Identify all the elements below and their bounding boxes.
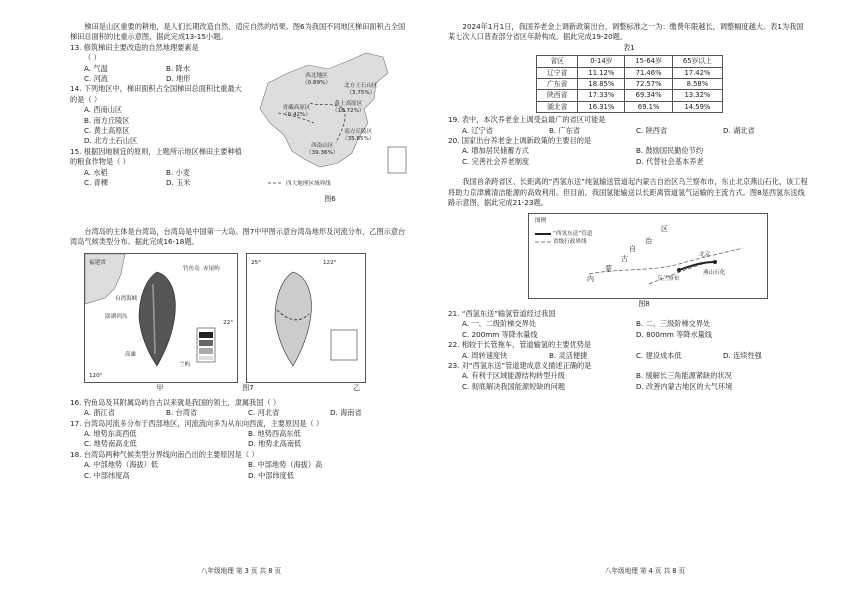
figure-8-caption: 图8 (638, 299, 650, 308)
option[interactable]: A. 中部地势（海拔）低 (84, 460, 159, 470)
figure-6-caption: 图6 (324, 195, 336, 204)
option[interactable]: A. 西南山区 (84, 105, 123, 115)
page-footer: 八年级地理 第 3 页 共 8 页 (200, 566, 282, 575)
options-15 (84, 168, 248, 189)
legend-title: 图例 (535, 217, 547, 224)
option[interactable]: B. 缓解长三角能源紧缺的状况 (636, 371, 732, 381)
question-23: 23. 对“西氢东送”管道建成意义描述正确的是 (448, 360, 592, 370)
place-label: 区 (661, 224, 668, 233)
option[interactable]: B. 降水 (166, 63, 190, 73)
option[interactable]: B. 中部地势（海拔）高 (248, 460, 323, 470)
china-terrace-map (248, 43, 412, 193)
option[interactable]: D. 地形 (166, 74, 191, 84)
table-cell: 16.31% (578, 101, 625, 112)
table-cell: 陕西省 (537, 90, 578, 101)
options-13 (84, 64, 248, 85)
place-label: 赤尾屿 (203, 266, 220, 273)
options-23 (462, 371, 810, 392)
table-cell: 71.46% (625, 67, 673, 78)
region-label: 西北地区 （0.89%） (302, 72, 331, 86)
figure-7 (84, 253, 412, 383)
region-label: 青藏高原区 （0.42%） (282, 104, 311, 118)
table-header: 0-14岁 (578, 56, 625, 67)
place-label: 高雄 (125, 352, 137, 359)
region-label: 北方土石山区 （3.75%） (344, 82, 378, 96)
legend-swatch (199, 340, 213, 346)
start-point (677, 268, 681, 272)
place-label: 古 (621, 254, 628, 263)
option[interactable]: C. 中部纬度高 (84, 470, 130, 480)
taiwan-island (139, 272, 175, 366)
question-16: 16. 钓鱼岛及其附属岛屿自古以来就是我国的领土，隶属我国（ ） (70, 397, 281, 407)
question-13: 13. 修筑梯田主要改造的自然地理要素是 (70, 42, 199, 52)
option[interactable]: C. 完善社会养老制度 (462, 156, 530, 166)
option[interactable]: A. 地势东高西低 (84, 429, 137, 439)
intro-16-18: 台湾岛的主体是台湾岛，台湾岛是中国第一大岛。图7中甲图示意台湾岛地形及河流分布，乙图示意台湾岛气候类型分布。据此完成16-18题。 (70, 226, 406, 247)
table-cell: 17.33% (578, 90, 625, 101)
table-row (537, 90, 723, 101)
question-19: 19. 表中，本次养老金上调受益最广的省区可能是 (448, 115, 606, 125)
option[interactable]: B. 鼓励国民勤俭节约 (636, 146, 704, 156)
longitude-label: 122° (323, 260, 337, 267)
region-label: 黄土高原区 （18.72%） (332, 100, 365, 114)
table-header-row (537, 56, 723, 67)
table-cell: 69.34% (625, 90, 673, 101)
place-label: 乌兰察布 (657, 275, 680, 282)
region-label: 西南山区 （39.36%） (306, 142, 339, 156)
option[interactable]: A. 一、二级阶梯交界处 (462, 319, 537, 329)
end-point (713, 260, 717, 264)
option[interactable]: C. 青稞 (84, 178, 108, 188)
legend-item: 省级行政界线 (553, 238, 587, 245)
question-22: 22. 相较于长管拖车，管道输氢的主要优势是 (448, 340, 592, 350)
options-20 (462, 146, 810, 167)
place-label: 燕山石化 (703, 269, 726, 276)
page-footer: 八年级地理 第 4 页 共 8 页 (604, 566, 686, 575)
options-21 (462, 319, 810, 340)
option[interactable]: D. 湖北省 (723, 125, 755, 135)
option[interactable]: C. 地势南高北低 (84, 439, 137, 449)
table-cell: 广东省 (537, 79, 578, 90)
table-header: 省区 (537, 56, 578, 67)
question-13-blank: （ ） (84, 53, 101, 63)
page-4 (430, 0, 860, 606)
option[interactable]: B. 二、三级阶梯交界处 (636, 319, 711, 329)
option[interactable]: B. 地势西高东低 (248, 429, 301, 439)
latitude-label: 22° (223, 320, 233, 327)
place-label: 兰屿 (179, 362, 191, 369)
option[interactable]: D. 代替社会基本养老 (636, 156, 704, 166)
option[interactable]: D. 连续性强 (723, 350, 762, 360)
option[interactable]: A. 周转速度快 (462, 350, 508, 360)
map-yi-label: 乙 (353, 384, 360, 393)
table-cell: 辽宁省 (537, 67, 578, 78)
longitude-label: 120° (89, 373, 103, 380)
figure-6 (248, 43, 412, 205)
map-jia-label: 甲 (156, 384, 164, 393)
figure-8 (528, 213, 768, 299)
table-row (537, 67, 723, 78)
option[interactable]: B. 南方丘陵区 (84, 115, 130, 125)
table-header: 15-64岁 (625, 56, 673, 67)
table-cell: 72.57% (625, 79, 673, 90)
options-14 (84, 105, 248, 147)
taiwan-terrain-map (84, 253, 238, 383)
table-cell: 14.59% (672, 101, 722, 112)
intro-21-23: 我国首条跨省区、长距离的“西氢东送”纯氢输送管道起内蒙古自治区乌兰察布市，东止北京燕山石化，该工程将助力京津冀清洁能源的高效利用。但目前，我国氢能输送以长距离管道氢气运输的主流方式。图8是西氢东送线路示意图，据此完成21-23题。 (448, 177, 808, 208)
table-cell: 湖北省 (537, 101, 578, 112)
place-label: 澎湖列岛 (105, 314, 128, 321)
figure-7-caption: 图7 (242, 384, 254, 393)
option[interactable]: D. 玉米 (166, 178, 191, 188)
table-cell: 18.85% (578, 79, 625, 90)
option[interactable]: C. 河流 (84, 74, 108, 84)
legend-swatch (199, 348, 213, 354)
table-row (537, 101, 723, 112)
option[interactable]: D. 海南省 (330, 408, 362, 418)
table-row (537, 79, 723, 90)
options-16 (84, 408, 412, 418)
option[interactable]: A. 水稻 (84, 167, 108, 177)
option[interactable]: C. 建设成本低 (636, 350, 682, 360)
figure-7-labels (84, 383, 412, 393)
option[interactable]: C. 陕西省 (636, 125, 668, 135)
region-label: 南方丘陵区 （35.85%） (342, 128, 375, 142)
age-structure-table (536, 55, 723, 113)
question-17: 17. 台湾岛河流多分布于西部地区，河流流向多为从东向西流，主要原因是（ ） (70, 418, 324, 428)
option[interactable]: A. 有利于区域能源结构转型升级 (462, 371, 565, 381)
place-label: 钓鱼岛 (183, 266, 200, 273)
option[interactable]: D. 北方土石山区 (84, 136, 138, 146)
question-21: 21. “西氢东送”输氢管道经过我国 (448, 308, 556, 318)
option[interactable]: B. 灵活便捷 (549, 350, 588, 360)
question-18: 18. 台湾岛两种气候类型分界线向南凸出的主要原因是（ ） (70, 449, 259, 459)
options-17 (84, 429, 412, 450)
map-legend: 四大地理区域界线 (286, 180, 331, 187)
options-19 (462, 126, 810, 136)
legend-item: “西氢东送”管道 (553, 230, 593, 237)
question-14: 14. 下列地区中，梯田面积占全国梯田总面积比重最大的是（ ） (70, 84, 242, 104)
table-header: 65岁以上 (672, 56, 722, 67)
option[interactable]: D. 中部纬度低 (248, 470, 295, 480)
taiwan-climate-map (246, 253, 366, 383)
option[interactable]: A. 浙江省 (84, 408, 115, 418)
option[interactable]: C. 河北省 (248, 408, 280, 418)
option[interactable]: D. 地势北高南低 (248, 439, 302, 449)
place-label: 自 (629, 244, 636, 253)
options-18 (84, 460, 412, 481)
option[interactable]: A. 气温 (84, 63, 108, 73)
option[interactable]: B. 小麦 (166, 167, 190, 177)
table-1-caption: 表1 (623, 42, 635, 52)
intro-13-15: 梯田是山区重要的耕地，是人们长期改造自然、适应自然的结果。图6为我国不同地区梯田面积占全国梯田总面积的比重示意图，据此完成13-15小题。 (70, 22, 406, 42)
option[interactable]: D. 800mm 等降水量线 (636, 329, 713, 339)
option[interactable]: B. 广东省 (549, 125, 581, 135)
place-label: 北京 (699, 251, 711, 258)
place-label: 蒙 (605, 264, 612, 273)
table-cell: 13.32% (672, 90, 722, 101)
option[interactable]: C. 200mm 等降水量线 (462, 329, 538, 339)
place-label: 福建省 (89, 260, 106, 267)
question-15: 15. 根据因地制宜的原则，上题所示地区梯田主要种植的粮食作物是（ ） (70, 146, 242, 167)
option[interactable]: D. 改善内蒙古地区的大气环境 (636, 381, 733, 391)
south-sea-inset (388, 147, 406, 173)
question-20: 20. 国家出台养老金上调新政策的主要目的是 (448, 136, 592, 146)
table-cell: 17.42% (672, 67, 722, 78)
place-label: 治 (645, 236, 652, 245)
legend-swatch (199, 356, 213, 360)
place-label: 内 (587, 274, 594, 283)
option[interactable]: B. 台湾省 (166, 408, 198, 418)
option[interactable]: C. 彻底解决我国能源短缺的问题 (462, 381, 566, 391)
option[interactable]: A. 辽宁省 (462, 125, 493, 135)
options-22 (462, 351, 810, 361)
option[interactable]: A. 增加居民储蓄方式 (462, 146, 529, 156)
place-label: 台湾海峡 (115, 296, 138, 303)
climate-legend (331, 330, 357, 360)
table-cell: 69.1% (625, 101, 673, 112)
latitude-label: 25° (251, 260, 261, 267)
legend-swatch (199, 332, 213, 338)
table-cell: 8.58% (672, 79, 722, 90)
taiwan-island (275, 272, 311, 366)
table-cell: 11.12% (578, 67, 625, 78)
intro-19-20: 2024年1月1日，我国养老金上调新政策出台，调整标准之一为：缴费年限越长，调整幅度越大。表1为我国某七次人口普查部分省区年龄构成。据此完成19-20题。 (448, 22, 804, 42)
option[interactable]: C. 黄土高原区 (84, 126, 130, 136)
